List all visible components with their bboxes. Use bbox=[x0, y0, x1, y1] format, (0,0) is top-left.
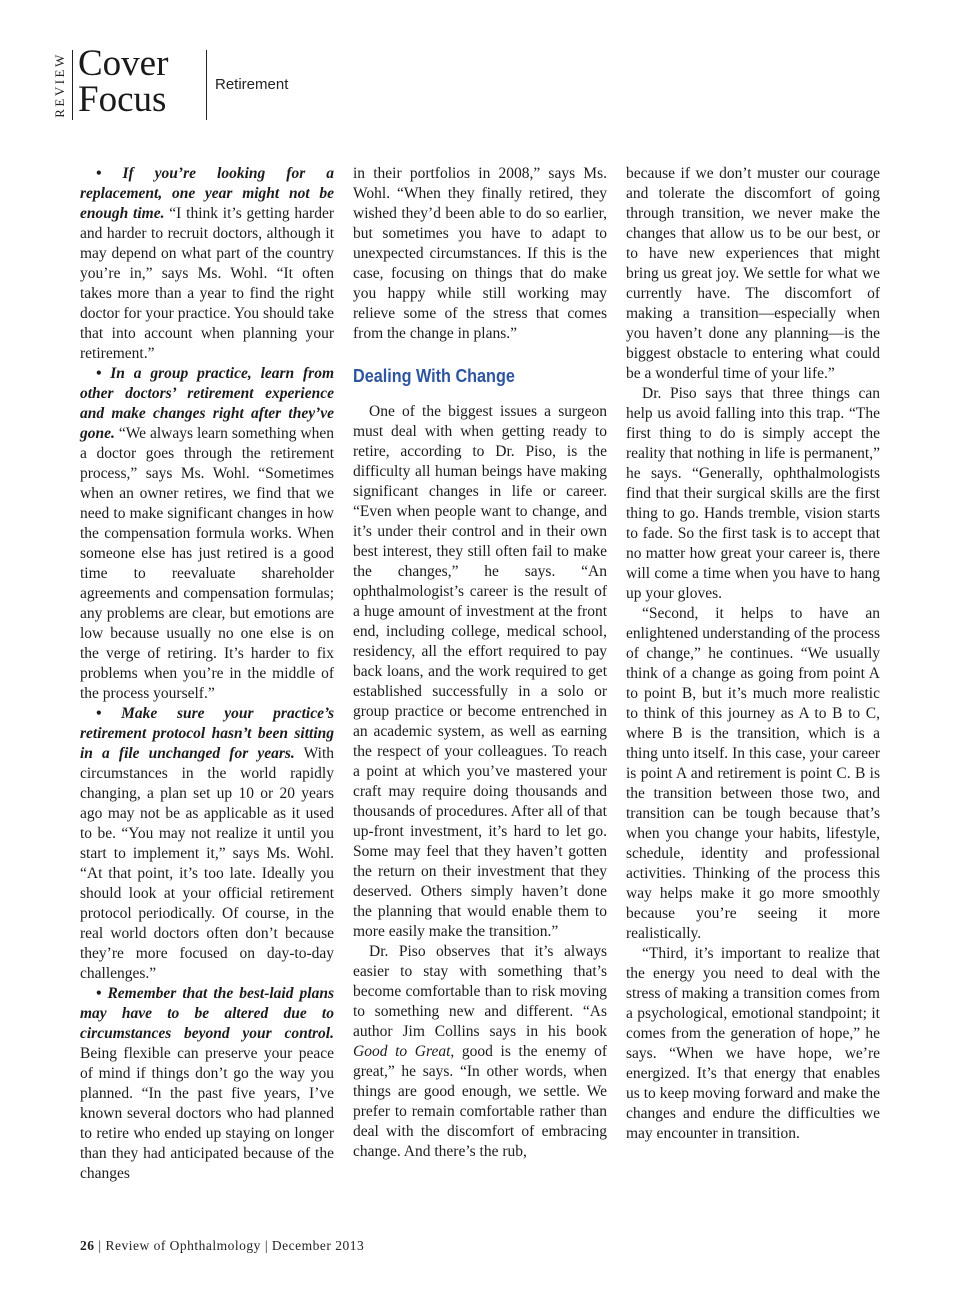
paragraph-body: Being flexible can preserve your peace of mind if things don’t go the way you planned. “In the past five years, I’ve known several doctors who had planned to retire who ended up staying on longer than they had anticipated because of the changes bbox=[80, 1045, 334, 1182]
paragraph bbox=[80, 164, 334, 364]
review-label-text: REVIEW bbox=[52, 52, 67, 118]
paragraph: One of the biggest issues a surgeon must deal with when getting ready to retire, according to Dr. Piso, is the difficulty all human beings have making significant changes in life or career. “Even when people want to change, and it’s under their control and in their own best interest, they still often fail to make the changes,” he says. “An ophthalmologist’s career is the result of a huge amount of investment at the front end, including college, medical school, residency, all the effort required to pay back loans, and the work required to get established successfully in a solo or group practice or become entrenched in an academic system, as well as earning the respect of your colleagues. To reach a point at which you’ve mastered your craft may require doing thousands and thousands of procedures. After all of that up-front investment, it’s hard to let go. Some may feel that they haven’t gotten the return on their investment that they deserved. Others simply haven’t done the planning that would enable them to more easily make the transition.” bbox=[353, 403, 607, 940]
book-title: Good to Great bbox=[353, 1043, 451, 1060]
footer-separator: | bbox=[94, 1238, 106, 1253]
article-column-2 bbox=[353, 164, 607, 1162]
paragraph-body: “I think it’s getting harder and harder to recruit doctors, although it may depend on what part of the country you’re in,” says Ms. Wohl. “It often takes more than a year to find the right doctor for your practice. You should take that into account when planning your retirement.” bbox=[80, 205, 334, 362]
paragraph: “Third, it’s important to realize that the energy you need to deal with the stress of making a transition comes from a psychological, emotional standpoint; it comes from the generation of hope,” he says. “When we have hope, we’re energized. It’s that energy that enables us to keep moving forward and make the changes and endure the difficulties we may encounter in transition. bbox=[626, 945, 880, 1142]
article-column-1 bbox=[80, 164, 334, 1184]
paragraph-text: , good is the enemy of great,” he says. “In other words, when things are good enough, we settle. We prefer to remain comfortable rather than deal with the discomfort of embracing change. And there’s the rub, bbox=[353, 1043, 607, 1160]
paragraph bbox=[80, 704, 334, 984]
paragraph bbox=[80, 364, 334, 704]
cover-word: Cover bbox=[78, 43, 169, 84]
publication-name: Review of Ophthalmology bbox=[105, 1238, 261, 1253]
bullet-lead: • In a group practice, learn from other doctors’ retirement experience and make changes right after they’ve gone. bbox=[80, 365, 334, 442]
paragraph: because if we don’t muster our courage and tolerate the discomfort of going through transition, we never make the changes that allow us to be our best, or to have new experiences that might bring us great joy. We settle for what we currently have. The discomfort of making a transition—especially when you haven’t done any planning—is the biggest obstacle to entering what could be a wonderful time of your life.” bbox=[626, 165, 880, 382]
page-header bbox=[50, 43, 450, 122]
paragraph-text: Dr. Piso observes that it’s always easier to stay with something that’s become comfortable than to risk moving to something new and different. “As author Jim Collins says in his book bbox=[353, 943, 607, 1040]
issue-date: December 2013 bbox=[271, 1238, 365, 1253]
paragraph-body: “We always learn something when a doctor goes through the retirement process,” says Ms. Wohl. “Sometimes when an owner retires, we find that we need to make significant changes in how the compensation formula works. When someone else has just retired is a good time to reevaluate shareholder agreements and compensation formulas; any problems are clear, but emotions are low because usually no one else is on the verge of retiring. It’s harder to fix problems when you’re in the middle of the process yourself.” bbox=[80, 425, 334, 702]
header-divider-2 bbox=[206, 50, 207, 120]
paragraph: “Second, it helps to have an enlightened understanding of the process of change,” he continues. “We usually think of a change as going from point A to point B, but it’s much more realistic to think of this journey as A to B to C, where B is the transition, which is a thing unto itself. In this case, your career is point A and retirement is point C. B is the transition between those two, and transition can be tough because that’s when you change your habits, lifestyle, schedule, identity and professional activities. Thinking of the process this way helps make it go more smoothly because you’re seeing it more realistically. bbox=[626, 605, 880, 942]
footer-separator: | bbox=[260, 1238, 272, 1253]
paragraph bbox=[80, 984, 334, 1184]
page-number: 26 bbox=[80, 1238, 95, 1253]
subheading: Dealing With Change bbox=[353, 366, 515, 386]
page-footer bbox=[80, 1238, 364, 1254]
bullet-lead: • Remember that the best-laid plans may have to be altered due to circumstances beyond your control. bbox=[80, 985, 334, 1042]
paragraph: Dr. Piso says that three things can help us avoid falling into this trap. “The first thing to do is simply accept the reality that nothing in life is permanent,” he says. “Generally, ophthalmologists find that their surgical skills are the first thing to go. Hands tremble, vision starts to fade. So the first task is to accept that no matter how great your career is, there will come a time when you have to hang up your gloves. bbox=[626, 385, 880, 602]
paragraph: in their portfolios in 2008,” says Ms. Wohl. “When they finally retired, they wished they’d been able to do so earlier, but sometimes you have to adapt to unexpected circumstances. If this is the case, focusing on things that do make you happy while still working may relieve some of the stress that comes from the change in plans.” bbox=[353, 165, 607, 342]
section-label: Retirement bbox=[215, 76, 289, 93]
paragraph-body: With circumstances in the world rapidly changing, a plan set up 10 or 20 years ago may not be as applicable as it used to be. “You may not realize it until you start to implement it,” says Ms. Wohl. “At that point, it’s too late. Ideally you should look at your official retirement protocol periodically. Of course, in the real world doctors often don’t because they’re more focused on day-to-day challenges.” bbox=[80, 745, 335, 982]
bullet-lead: • If you’re looking for a replacement, one year might not be enough time. bbox=[80, 165, 334, 222]
review-label bbox=[50, 52, 70, 118]
focus-word: Focus bbox=[78, 79, 167, 120]
article-column-3 bbox=[626, 164, 880, 1144]
header-divider bbox=[72, 50, 73, 120]
paragraph bbox=[353, 942, 607, 1162]
bullet-lead: • Make sure your practice’s retirement protocol hasn’t been sitting in a file unchanged for years. bbox=[80, 705, 334, 762]
